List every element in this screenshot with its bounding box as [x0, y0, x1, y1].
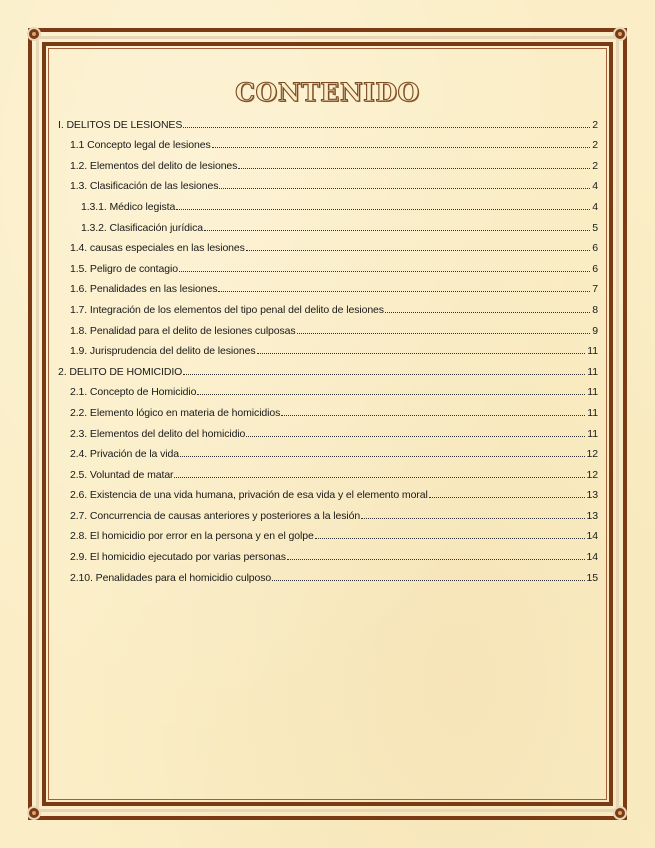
toc-dot-leader	[183, 374, 585, 375]
toc-dot-leader	[179, 271, 590, 272]
toc-entry-page-number: 11	[587, 406, 598, 419]
toc-entry[interactable]	[58, 502, 598, 523]
toc-entry-label: 1.5. Peligro de contagio	[70, 262, 178, 275]
toc-entry-label: 1.9. Jurisprudencia del delito de lesiones	[70, 345, 256, 358]
toc-entry-page-number: 13	[586, 489, 598, 502]
toc-entry-label: 2. DELITO DE HOMICIDIO	[58, 365, 183, 378]
toc-entry-label: 1.3.1. Médico legista	[81, 200, 176, 213]
toc-entry-label: 1.3. Clasificación de las lesiones	[70, 180, 219, 193]
toc-entry-label: 2.9. El homicidio ejecutado por varias personas	[70, 551, 286, 564]
toc-entry-label: 1.8. Penalidad para el delito de lesiones culposas	[70, 324, 296, 337]
toc-dot-leader	[238, 168, 590, 169]
toc-entry[interactable]	[58, 255, 598, 276]
toc-entry-label: 2.2. Elemento lógico en materia de homicidios	[70, 406, 281, 419]
toc-dot-leader	[212, 147, 591, 148]
toc-entry[interactable]	[58, 379, 598, 400]
toc-entry[interactable]	[58, 543, 598, 564]
toc-dot-leader	[176, 209, 590, 210]
toc-dot-leader	[385, 312, 590, 313]
toc-dot-leader	[180, 456, 585, 457]
toc-entry-page-number: 2	[592, 118, 598, 131]
toc-entry-page-number: 6	[592, 242, 598, 255]
toc-entry-page-number: 14	[586, 530, 598, 543]
toc-entry[interactable]	[58, 152, 598, 173]
toc-dot-leader	[272, 580, 584, 581]
toc-entry-label: 2.7. Concurrencia de causas anteriores y posteriores a la lesión	[70, 509, 361, 522]
toc-entry-page-number: 12	[586, 448, 598, 461]
corner-ornament-icon	[27, 806, 41, 820]
toc-entry[interactable]	[58, 193, 598, 214]
toc-entry-page-number: 12	[586, 468, 598, 481]
toc-entry[interactable]	[58, 523, 598, 544]
toc-dot-leader	[219, 188, 590, 189]
toc-entry[interactable]	[58, 338, 598, 359]
toc-dot-leader	[246, 250, 590, 251]
toc-dot-leader	[174, 477, 584, 478]
toc-dot-leader	[197, 394, 585, 395]
toc-entry-label: 1.7. Integración de los elementos del tipo penal del delito de lesiones	[70, 303, 384, 316]
toc-entry-label: 1.1 Concepto legal de lesiones	[70, 139, 211, 152]
toc-entry[interactable]	[58, 214, 598, 235]
toc-entry-page-number: 13	[586, 509, 598, 522]
toc-entry-page-number: 2	[592, 159, 598, 172]
toc-entry-label: 2.8. El homicidio por error en la persona y en el golpe	[70, 530, 314, 543]
toc-entry[interactable]	[58, 235, 598, 256]
toc-entry-page-number: 11	[587, 427, 598, 440]
toc-entry-page-number: 11	[587, 365, 598, 378]
toc-entry[interactable]	[58, 564, 598, 585]
toc-dot-leader	[218, 291, 590, 292]
toc-dot-leader	[287, 559, 585, 560]
toc-entry-label: 1.6. Penalidades en las lesiones	[70, 283, 218, 296]
toc-entry[interactable]	[58, 461, 598, 482]
corner-ornament-icon	[613, 27, 627, 41]
toc-dot-leader	[361, 518, 584, 519]
toc-entry-page-number: 6	[592, 262, 598, 275]
toc-entry[interactable]	[58, 296, 598, 317]
toc-dot-leader	[297, 333, 591, 334]
toc-entry-page-number: 8	[592, 303, 598, 316]
toc-entry-label: 1.3.2. Clasificación jurídica	[81, 221, 203, 234]
toc-dot-leader	[429, 497, 585, 498]
toc-entry-label: 2.10. Penalidades para el homicidio culposo	[70, 571, 272, 584]
toc-entry-page-number: 7	[592, 283, 598, 296]
table-of-contents	[58, 111, 598, 585]
toc-entry[interactable]	[58, 317, 598, 338]
toc-entry-page-number: 9	[592, 324, 598, 337]
toc-entry[interactable]	[58, 173, 598, 194]
toc-dot-leader	[204, 230, 590, 231]
toc-entry[interactable]	[58, 132, 598, 153]
toc-entry[interactable]	[58, 358, 598, 379]
toc-entry[interactable]	[58, 420, 598, 441]
toc-entry[interactable]	[58, 441, 598, 462]
toc-entry-label: 2.3. Elementos del delito del homicidio	[70, 427, 246, 440]
toc-entry-label: 1.2. Elementos del delito de lesiones	[70, 159, 238, 172]
toc-entry-page-number: 2	[592, 139, 598, 152]
toc-entry-label: I. DELITOS DE LESIONES	[58, 118, 183, 131]
toc-entry[interactable]	[58, 482, 598, 503]
toc-entry-page-number: 11	[587, 345, 598, 358]
toc-entry-label: 2.5. Voluntad de matar	[70, 468, 174, 481]
toc-dot-leader	[183, 127, 590, 128]
page-title: CONTENIDO	[235, 78, 420, 107]
toc-entry-label: 2.4. Privación de la vida	[70, 448, 179, 461]
toc-dot-leader	[257, 353, 586, 354]
toc-entry-label: 2.1. Concepto de Homicidio	[70, 386, 197, 399]
toc-entry[interactable]	[58, 111, 598, 132]
corner-ornament-icon	[27, 27, 41, 41]
toc-entry-label: 1.4. causas especiales en las lesiones	[70, 242, 245, 255]
toc-entry-page-number: 4	[592, 200, 598, 213]
toc-dot-leader	[246, 436, 585, 437]
toc-entry-page-number: 15	[586, 571, 598, 584]
toc-entry-page-number: 4	[592, 180, 598, 193]
toc-entry-page-number: 5	[592, 221, 598, 234]
toc-entry-label: 2.6. Existencia de una vida humana, privación de esa vida y el elemento moral	[70, 489, 428, 502]
toc-entry-page-number: 14	[586, 551, 598, 564]
toc-entry-page-number: 11	[587, 386, 598, 399]
toc-entry[interactable]	[58, 399, 598, 420]
toc-entry[interactable]	[58, 276, 598, 297]
toc-dot-leader	[281, 415, 585, 416]
corner-ornament-icon	[613, 806, 627, 820]
toc-dot-leader	[315, 538, 585, 539]
